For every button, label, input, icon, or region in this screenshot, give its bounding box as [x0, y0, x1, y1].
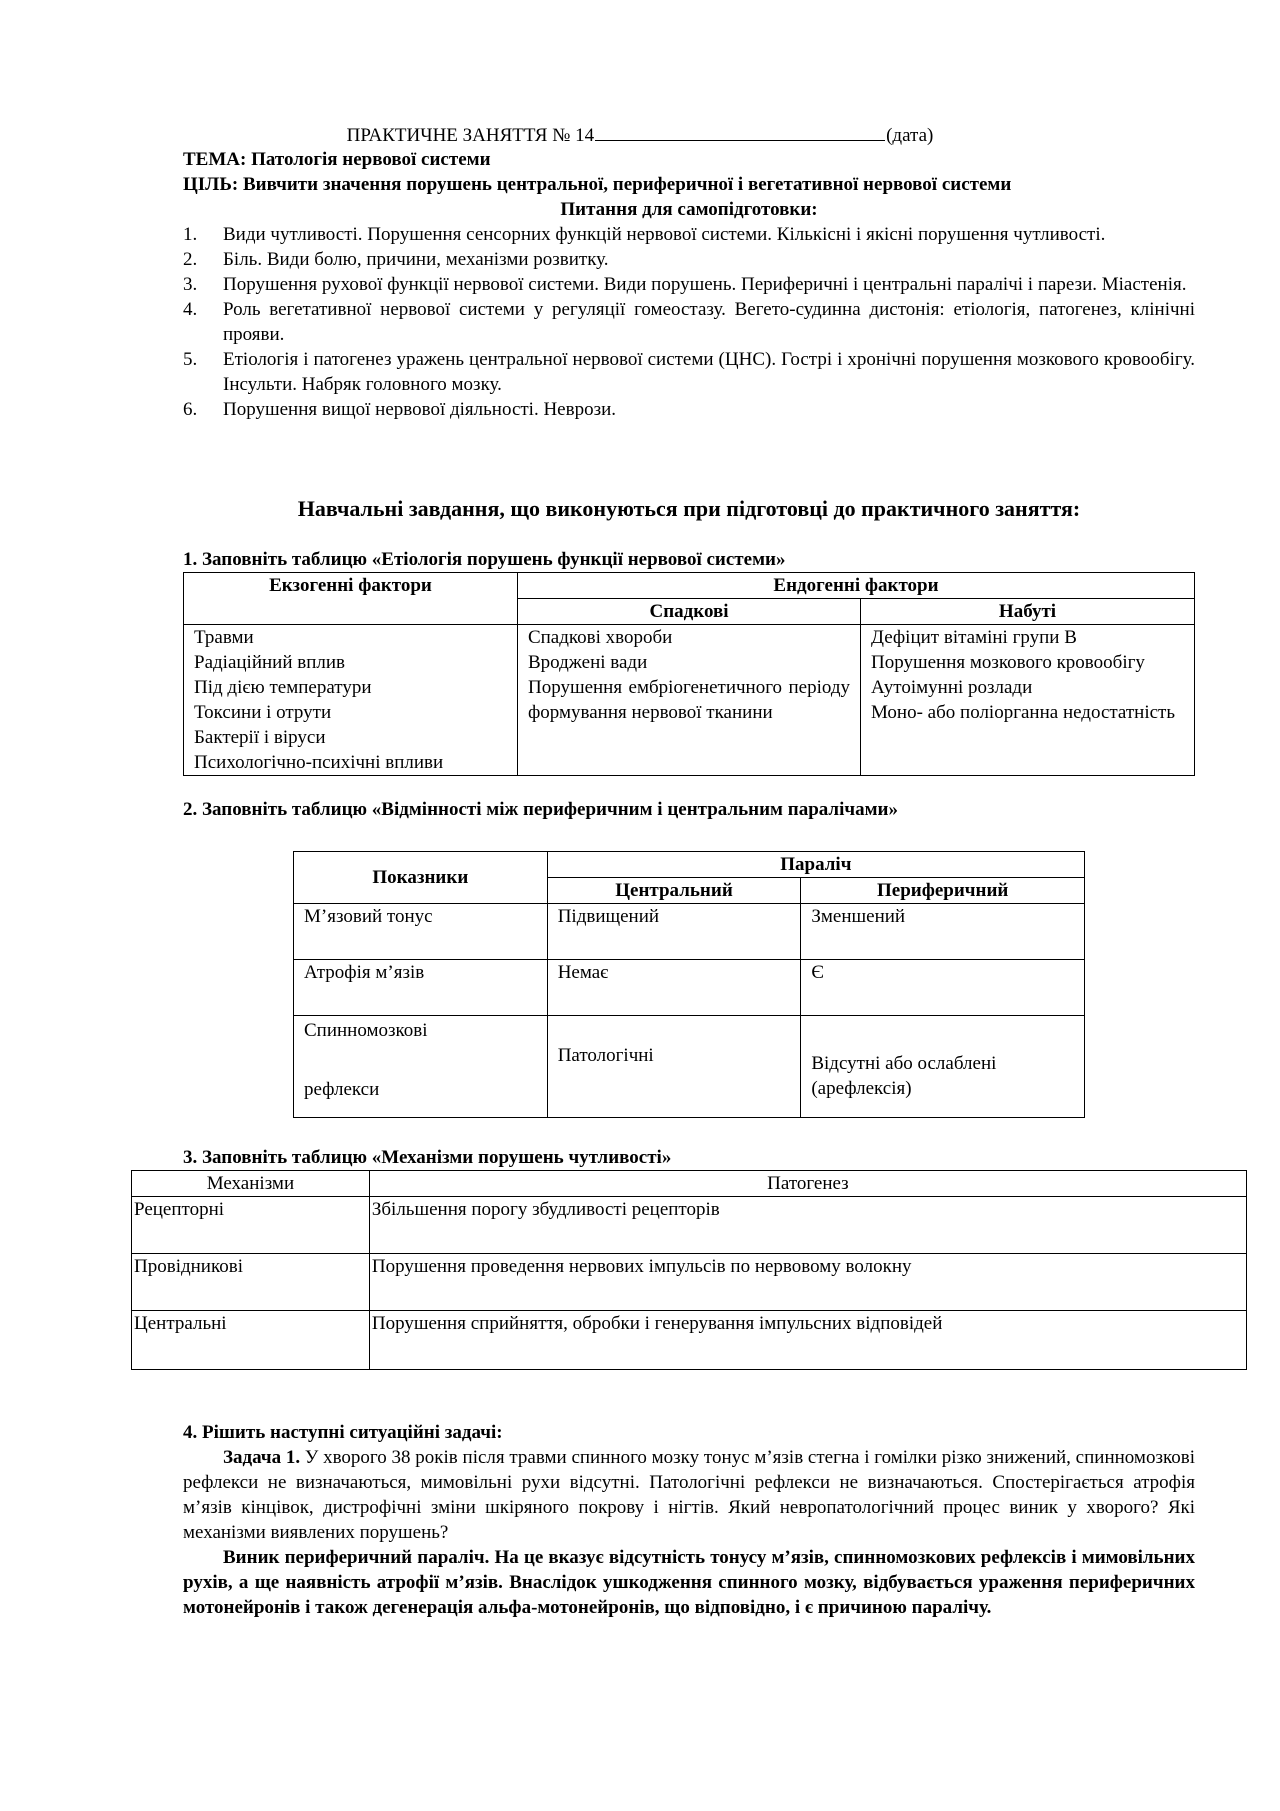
questions-heading: Питання для самопідготовки: [560, 199, 818, 220]
mechanism-cell: Рецепторні [132, 1197, 370, 1254]
table-row [132, 1311, 1247, 1370]
question-text: Етіологія і патогенез уражень центральної нервової системи (ЦНС). Гострі і хронічні порушення мозкового кровообігу. Інсульти. Набряк головного мозку. [223, 349, 1195, 395]
table1-caption: 1. Заповніть таблицю «Етіологія порушень функції нервової системи» [183, 549, 786, 570]
peripheral-cell: Відсутні або ослаблені (арефлексія) [801, 1016, 1085, 1118]
question-item [183, 222, 1195, 247]
table2-caption: 2. Заповніть таблицю «Відмінності між периферичним і центральним паралічами» [183, 799, 898, 820]
hereditary-factor: Спадкові хвороби [527, 627, 673, 648]
exogenous-factor: Бактерії і віруси [194, 727, 326, 748]
task4-heading: 4. Рішить наступні ситуаційні задачі: [183, 1422, 503, 1443]
mechanism-cell: Центральні [132, 1311, 370, 1370]
endogenous-header: Ендогенні фактори [517, 573, 1194, 599]
indicators-header: Показники [294, 852, 548, 904]
acquired-factor: Порушення мозкового кровообігу [871, 652, 1145, 673]
central-cell: Патологічні [547, 1016, 801, 1118]
etiology-table [183, 572, 1195, 776]
questions-list [183, 222, 1195, 422]
hereditary-cell [517, 625, 860, 776]
exogenous-header: Екзогенні фактори [184, 573, 518, 625]
mechanisms-header: Механізми [132, 1171, 370, 1197]
question-text: Порушення вищої нервової діяльності. Неврози. [223, 399, 617, 420]
indicator-cell: Атрофія м’язів [294, 960, 548, 1016]
central-cell: Немає [547, 960, 801, 1016]
exogenous-factor: Під дією температури [194, 677, 372, 698]
question-item [183, 272, 1195, 297]
indicator-cell: М’язовий тонус [294, 904, 548, 960]
question-number: 3. [183, 274, 198, 295]
pathogenesis-header: Патогенез [369, 1171, 1246, 1197]
exogenous-cell [184, 625, 518, 776]
lesson-title [0, 122, 1280, 148]
paralysis-header: Параліч [547, 852, 1084, 878]
acquired-cell [861, 625, 1195, 776]
pathogenesis-cell: Порушення сприйняття, обробки і генерування імпульсних відповідей [369, 1311, 1246, 1370]
question-number: 6. [183, 399, 198, 420]
question-text: Порушення рухової функції нервової системи. Види порушень. Периферичні і центральні паралічі і парези. Міастенія. [223, 274, 1187, 295]
paralysis-table [293, 851, 1085, 1118]
tasks-heading: Навчальні завдання, що виконуються при підготовці до практичного заняття: [297, 496, 1081, 521]
acquired-factor: Моно- або поліорганна недостатність [871, 702, 1176, 723]
table-row [294, 960, 1085, 1016]
exogenous-factor: Радіаційний вплив [194, 652, 346, 673]
mechanism-cell: Провідникові [132, 1254, 370, 1311]
table-row [294, 1016, 1085, 1118]
table-row [132, 1254, 1247, 1311]
table-row [294, 904, 1085, 960]
problem-text [183, 1445, 1195, 1545]
lesson-title-text: ПРАКТИЧНЕ ЗАНЯТТЯ № 14 [346, 125, 595, 146]
question-text: Роль вегетативної нервової системи у регуляції гомеостазу. Вегето-судинна дистонія: етіологія, патогенез, клінічні прояви. [223, 299, 1195, 345]
problem-label: Задача 1. [223, 1447, 301, 1468]
peripheral-cell: Є [801, 960, 1085, 1016]
table3-caption: 3. Заповніть таблицю «Механізми порушень чутливості» [183, 1147, 672, 1168]
question-item [183, 347, 1195, 397]
exogenous-factor: Психологічно-психічні впливи [194, 752, 444, 773]
question-text: Біль. Види болю, причини, механізми розвитку. [223, 249, 609, 270]
acquired-factor: Аутоімунні розлади [871, 677, 1033, 698]
exogenous-factor: Травми [194, 627, 254, 648]
date-blank-line [595, 122, 885, 141]
question-number: 4. [183, 299, 198, 320]
acquired-factor: Дефіцит вітаміні групи В [871, 627, 1077, 648]
hereditary-header: Спадкові [517, 599, 860, 625]
indicator-line: рефлекси [304, 1079, 380, 1100]
indicator-cell [294, 1016, 548, 1118]
indicator-line: Спинномозкові [304, 1020, 428, 1041]
question-item [183, 397, 1195, 422]
pathogenesis-cell: Порушення проведення нервових імпульсів по нервовому волокну [369, 1254, 1246, 1311]
table-row [132, 1197, 1247, 1254]
question-number: 5. [183, 349, 198, 370]
hereditary-factor: Вроджені вади [527, 652, 648, 673]
exogenous-factor: Токсини і отрути [194, 702, 332, 723]
peripheral-cell: Зменшений [801, 904, 1085, 960]
topic: ТЕМА: Патологія нервової системи [183, 149, 491, 170]
situational-task [183, 1420, 1195, 1620]
peripheral-header: Периферичний [801, 878, 1085, 904]
pathogenesis-cell: Збільшення порогу збудливості рецепторів [369, 1197, 1246, 1254]
question-item [183, 297, 1195, 347]
question-item [183, 247, 1195, 272]
sensitivity-table [131, 1170, 1247, 1370]
question-number: 2. [183, 249, 198, 270]
hereditary-factor: Порушення ембріогенетичного періоду формування нервової тканини [527, 677, 851, 723]
question-number: 1. [183, 224, 198, 245]
answer-text: Виник периферичний параліч. На це вказує відсутність тонусу м’язів, спинномозкових рефлексів і мимовільних рухів, а ще наявність атрофії м’язів. Внаслідок ушкодження спинного мозку, відбувається ураження периферичних мотонейронів і також дегенерація альфа-мотонейронів, що відповідно, і є причиною паралічу. [183, 1547, 1195, 1618]
date-label: (дата) [886, 125, 934, 146]
acquired-header: Набуті [861, 599, 1195, 625]
central-header: Центральний [547, 878, 801, 904]
goal: ЦІЛЬ: Вивчити значення порушень центральної, периферичної і вегетативної нервової системи [183, 174, 1012, 195]
question-text: Види чутливості. Порушення сенсорних функцій нервової системи. Кількісні і якісні порушення чутливості. [223, 224, 1106, 245]
problem-body: У хворого 38 років після травми спинного мозку тонус м’язів стегна і гомілки різко знижений, спинномозкові рефлекси не визначаються, мимовільні рухи відсутні. Патологічні рефлекси не визначаються. Спостерігається атрофія м’язів кінцівок, дистрофічні зміни шкіряного покрову і нігтів. Який невропатологічний процес виник у хворого? Які механізми виявлених порушень? [183, 1447, 1195, 1543]
central-cell: Підвищений [547, 904, 801, 960]
